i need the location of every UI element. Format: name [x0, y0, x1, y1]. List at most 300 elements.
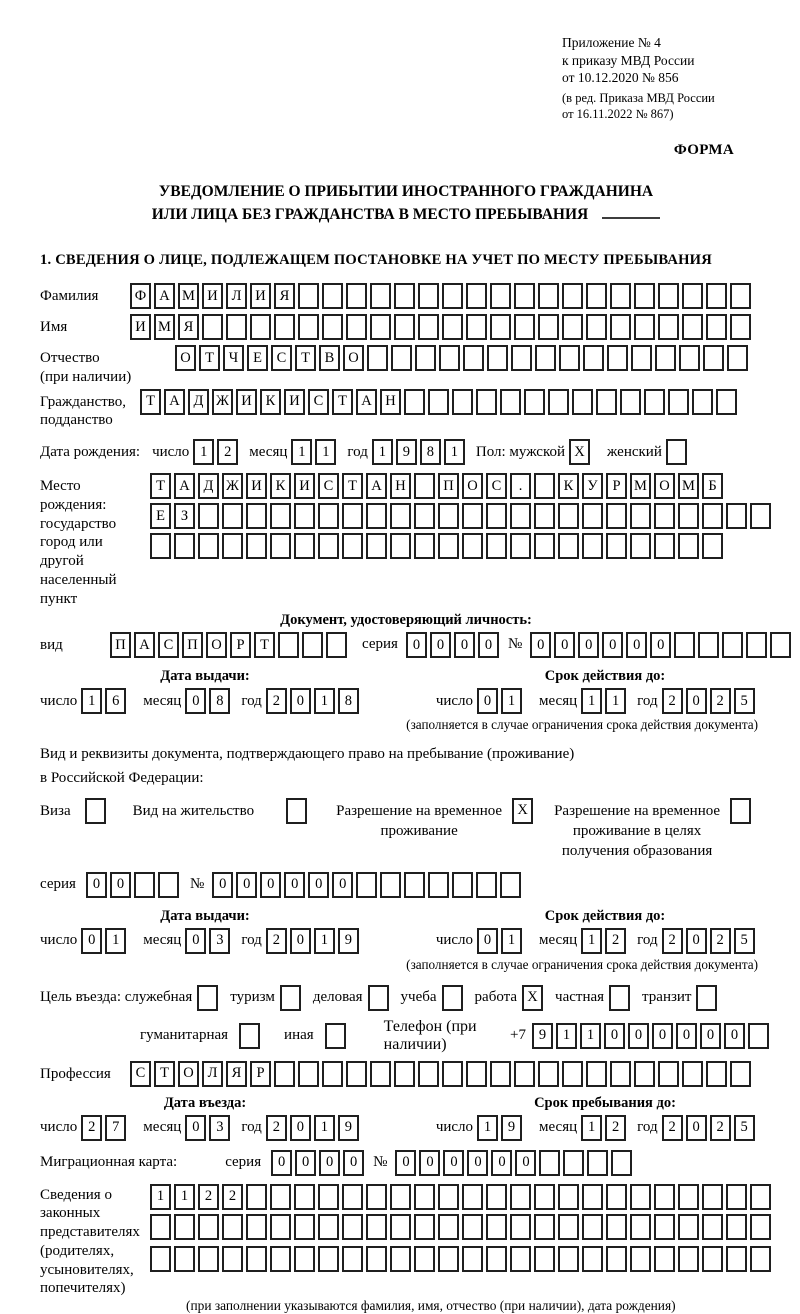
char-box[interactable]: И	[250, 283, 271, 309]
char-box[interactable]	[438, 1214, 459, 1240]
char-box[interactable]	[730, 798, 751, 824]
char-box[interactable]: 0	[343, 1150, 364, 1176]
char-box[interactable]	[534, 1184, 555, 1210]
char-box[interactable]: Я	[178, 314, 199, 340]
char-box[interactable]: 2	[605, 928, 626, 954]
char-box[interactable]	[298, 283, 319, 309]
char-box[interactable]	[486, 533, 507, 559]
char-box[interactable]: 1	[291, 439, 312, 465]
char-box[interactable]: .	[510, 473, 531, 499]
char-box[interactable]	[174, 1246, 195, 1272]
char-box[interactable]	[534, 533, 555, 559]
char-box[interactable]	[274, 314, 295, 340]
char-box[interactable]: 2	[710, 928, 731, 954]
char-box[interactable]	[644, 389, 665, 415]
char-box[interactable]: О	[343, 345, 364, 371]
char-box[interactable]	[390, 533, 411, 559]
char-box[interactable]	[654, 1184, 675, 1210]
char-box[interactable]	[150, 533, 171, 559]
char-box[interactable]	[558, 1214, 579, 1240]
char-box[interactable]	[414, 1246, 435, 1272]
char-box[interactable]: С	[318, 473, 339, 499]
char-box[interactable]: О	[462, 473, 483, 499]
char-box[interactable]	[222, 503, 243, 529]
char-box[interactable]: 1	[605, 688, 626, 714]
char-box[interactable]	[750, 503, 771, 529]
char-box[interactable]: А	[174, 473, 195, 499]
char-box[interactable]	[414, 1184, 435, 1210]
char-box[interactable]: И	[246, 473, 267, 499]
char-box[interactable]: М	[630, 473, 651, 499]
char-box[interactable]: И	[202, 283, 223, 309]
char-box[interactable]	[158, 872, 179, 898]
char-box[interactable]	[534, 473, 555, 499]
char-box[interactable]: Р	[606, 473, 627, 499]
char-box[interactable]: О	[178, 1061, 199, 1087]
char-box[interactable]: Б	[702, 473, 723, 499]
char-box[interactable]: Ф	[130, 283, 151, 309]
char-box[interactable]: А	[356, 389, 377, 415]
char-box[interactable]: 1	[444, 439, 465, 465]
char-box[interactable]: 0	[290, 928, 311, 954]
char-box[interactable]	[562, 314, 583, 340]
char-box[interactable]: О	[175, 345, 196, 371]
char-box[interactable]: И	[294, 473, 315, 499]
char-box[interactable]	[726, 1214, 747, 1240]
char-box[interactable]: 1	[314, 928, 335, 954]
char-box[interactable]	[246, 1214, 267, 1240]
char-box[interactable]	[346, 283, 367, 309]
char-box[interactable]	[394, 283, 415, 309]
char-box[interactable]	[534, 1214, 555, 1240]
char-box[interactable]	[278, 632, 299, 658]
char-box[interactable]: 2	[217, 439, 238, 465]
char-box[interactable]	[558, 1246, 579, 1272]
char-box[interactable]: Ж	[212, 389, 233, 415]
char-box[interactable]	[390, 503, 411, 529]
char-box[interactable]: 8	[209, 688, 230, 714]
char-box[interactable]	[682, 314, 703, 340]
char-box[interactable]: 9	[338, 1115, 359, 1141]
char-box[interactable]: X	[512, 798, 533, 824]
char-box[interactable]	[404, 872, 425, 898]
char-box[interactable]	[302, 632, 323, 658]
char-box[interactable]	[770, 632, 791, 658]
char-box[interactable]	[150, 1246, 171, 1272]
char-box[interactable]	[510, 1246, 531, 1272]
char-box[interactable]	[510, 1214, 531, 1240]
char-box[interactable]	[716, 389, 737, 415]
char-box[interactable]	[746, 632, 767, 658]
char-box[interactable]	[414, 473, 435, 499]
char-box[interactable]	[610, 314, 631, 340]
char-box[interactable]	[404, 389, 425, 415]
char-box[interactable]: 1	[501, 928, 522, 954]
char-box[interactable]: 0	[332, 872, 353, 898]
char-box[interactable]	[750, 1184, 771, 1210]
char-box[interactable]	[274, 1061, 295, 1087]
char-box[interactable]	[558, 533, 579, 559]
char-box[interactable]	[730, 1061, 751, 1087]
char-box[interactable]	[702, 1184, 723, 1210]
char-box[interactable]	[367, 345, 388, 371]
char-box[interactable]: Р	[230, 632, 251, 658]
char-box[interactable]	[318, 1184, 339, 1210]
char-box[interactable]	[696, 985, 717, 1011]
char-box[interactable]	[514, 283, 535, 309]
char-box[interactable]	[246, 533, 267, 559]
char-box[interactable]: 0	[491, 1150, 512, 1176]
char-box[interactable]	[606, 1214, 627, 1240]
char-box[interactable]: И	[236, 389, 257, 415]
char-box[interactable]	[610, 283, 631, 309]
char-box[interactable]: Ч	[223, 345, 244, 371]
char-box[interactable]: 0	[443, 1150, 464, 1176]
char-box[interactable]: 1	[477, 1115, 498, 1141]
char-box[interactable]	[514, 1061, 535, 1087]
char-box[interactable]	[294, 1214, 315, 1240]
char-box[interactable]	[486, 1214, 507, 1240]
char-box[interactable]	[366, 533, 387, 559]
char-box[interactable]	[202, 314, 223, 340]
char-box[interactable]: Е	[247, 345, 268, 371]
char-box[interactable]: 2	[662, 928, 683, 954]
char-box[interactable]	[486, 1184, 507, 1210]
char-box[interactable]: 2	[266, 928, 287, 954]
char-box[interactable]: 1	[174, 1184, 195, 1210]
char-box[interactable]: 0	[686, 688, 707, 714]
char-box[interactable]: 2	[662, 688, 683, 714]
char-box[interactable]	[706, 283, 727, 309]
char-box[interactable]	[510, 503, 531, 529]
char-box[interactable]	[428, 872, 449, 898]
char-box[interactable]	[606, 503, 627, 529]
char-box[interactable]: И	[284, 389, 305, 415]
char-box[interactable]	[322, 1061, 343, 1087]
char-box[interactable]	[630, 1246, 651, 1272]
char-box[interactable]: Ж	[222, 473, 243, 499]
char-box[interactable]	[730, 314, 751, 340]
char-box[interactable]: 7	[105, 1115, 126, 1141]
char-box[interactable]: 9	[396, 439, 417, 465]
char-box[interactable]	[428, 389, 449, 415]
char-box[interactable]	[500, 872, 521, 898]
char-box[interactable]: 2	[710, 1115, 731, 1141]
char-box[interactable]	[634, 314, 655, 340]
char-box[interactable]: 0	[395, 1150, 416, 1176]
char-box[interactable]	[198, 533, 219, 559]
char-box[interactable]: П	[110, 632, 131, 658]
char-box[interactable]	[414, 503, 435, 529]
char-box[interactable]	[198, 503, 219, 529]
char-box[interactable]: У	[582, 473, 603, 499]
char-box[interactable]	[548, 389, 569, 415]
char-box[interactable]	[356, 872, 377, 898]
char-box[interactable]: 2	[266, 1115, 287, 1141]
char-box[interactable]	[586, 1061, 607, 1087]
char-box[interactable]: К	[558, 473, 579, 499]
char-box[interactable]: К	[270, 473, 291, 499]
char-box[interactable]: П	[438, 473, 459, 499]
char-box[interactable]	[394, 314, 415, 340]
char-box[interactable]: 2	[222, 1184, 243, 1210]
char-box[interactable]: З	[174, 503, 195, 529]
char-box[interactable]: Т	[342, 473, 363, 499]
char-box[interactable]: В	[319, 345, 340, 371]
char-box[interactable]	[226, 314, 247, 340]
char-box[interactable]: 0	[652, 1023, 673, 1049]
char-box[interactable]	[511, 345, 532, 371]
char-box[interactable]: 0	[212, 872, 233, 898]
char-box[interactable]	[366, 503, 387, 529]
char-box[interactable]	[702, 503, 723, 529]
char-box[interactable]: 2	[605, 1115, 626, 1141]
char-box[interactable]	[606, 533, 627, 559]
char-box[interactable]	[270, 533, 291, 559]
char-box[interactable]: А	[366, 473, 387, 499]
char-box[interactable]: 0	[724, 1023, 745, 1049]
char-box[interactable]	[418, 283, 439, 309]
char-box[interactable]: 0	[454, 632, 475, 658]
char-box[interactable]: Е	[150, 503, 171, 529]
char-box[interactable]	[534, 1246, 555, 1272]
char-box[interactable]	[442, 1061, 463, 1087]
char-box[interactable]	[366, 1246, 387, 1272]
char-box[interactable]	[750, 1246, 771, 1272]
char-box[interactable]: Л	[202, 1061, 223, 1087]
char-box[interactable]	[415, 345, 436, 371]
char-box[interactable]: Р	[250, 1061, 271, 1087]
char-box[interactable]	[174, 533, 195, 559]
char-box[interactable]	[678, 1246, 699, 1272]
char-box[interactable]: 0	[295, 1150, 316, 1176]
char-box[interactable]	[490, 1061, 511, 1087]
char-box[interactable]	[452, 872, 473, 898]
char-box[interactable]: 0	[319, 1150, 340, 1176]
char-box[interactable]	[298, 1061, 319, 1087]
char-box[interactable]: Т	[154, 1061, 175, 1087]
char-box[interactable]	[596, 389, 617, 415]
char-box[interactable]	[510, 1184, 531, 1210]
char-box[interactable]	[318, 533, 339, 559]
char-box[interactable]: 1	[501, 688, 522, 714]
char-box[interactable]	[342, 503, 363, 529]
char-box[interactable]	[198, 1246, 219, 1272]
char-box[interactable]: 1	[556, 1023, 577, 1049]
char-box[interactable]	[294, 503, 315, 529]
char-box[interactable]	[438, 1184, 459, 1210]
char-box[interactable]: 0	[628, 1023, 649, 1049]
char-box[interactable]: 1	[580, 1023, 601, 1049]
char-box[interactable]: 0	[700, 1023, 721, 1049]
char-box[interactable]: П	[182, 632, 203, 658]
char-box[interactable]	[414, 533, 435, 559]
char-box[interactable]: Т	[199, 345, 220, 371]
char-box[interactable]	[630, 533, 651, 559]
char-box[interactable]	[606, 1184, 627, 1210]
char-box[interactable]: А	[164, 389, 185, 415]
char-box[interactable]: 0	[530, 632, 551, 658]
char-box[interactable]: 0	[290, 1115, 311, 1141]
char-box[interactable]: 0	[515, 1150, 536, 1176]
char-box[interactable]	[366, 1184, 387, 1210]
char-box[interactable]	[726, 1246, 747, 1272]
char-box[interactable]	[654, 1246, 675, 1272]
char-box[interactable]	[500, 389, 521, 415]
char-box[interactable]	[366, 1214, 387, 1240]
char-box[interactable]	[466, 314, 487, 340]
char-box[interactable]	[726, 1184, 747, 1210]
char-box[interactable]	[318, 503, 339, 529]
char-box[interactable]	[322, 314, 343, 340]
char-box[interactable]: 5	[734, 1115, 755, 1141]
char-box[interactable]	[538, 1061, 559, 1087]
char-box[interactable]	[510, 533, 531, 559]
char-box[interactable]	[462, 1214, 483, 1240]
char-box[interactable]	[197, 985, 218, 1011]
char-box[interactable]	[368, 985, 389, 1011]
char-box[interactable]	[586, 314, 607, 340]
char-box[interactable]	[582, 503, 603, 529]
char-box[interactable]	[535, 345, 556, 371]
char-box[interactable]	[418, 1061, 439, 1087]
char-box[interactable]	[198, 1214, 219, 1240]
char-box[interactable]	[391, 345, 412, 371]
char-box[interactable]: 0	[236, 872, 257, 898]
char-box[interactable]	[418, 314, 439, 340]
char-box[interactable]	[394, 1061, 415, 1087]
char-box[interactable]: С	[158, 632, 179, 658]
char-box[interactable]	[668, 389, 689, 415]
char-box[interactable]: 0	[185, 1115, 206, 1141]
char-box[interactable]	[582, 1184, 603, 1210]
char-box[interactable]	[476, 389, 497, 415]
char-box[interactable]: Я	[226, 1061, 247, 1087]
char-box[interactable]	[280, 985, 301, 1011]
char-box[interactable]: 1	[105, 928, 126, 954]
char-box[interactable]: 5	[734, 688, 755, 714]
char-box[interactable]	[487, 345, 508, 371]
char-box[interactable]: 0	[81, 928, 102, 954]
char-box[interactable]: 1	[581, 1115, 602, 1141]
char-box[interactable]: 2	[662, 1115, 683, 1141]
char-box[interactable]	[682, 283, 703, 309]
char-box[interactable]: 6	[105, 688, 126, 714]
char-box[interactable]	[658, 314, 679, 340]
char-box[interactable]	[722, 632, 743, 658]
char-box[interactable]	[85, 798, 106, 824]
char-box[interactable]: Я	[274, 283, 295, 309]
char-box[interactable]	[322, 283, 343, 309]
char-box[interactable]: 0	[602, 632, 623, 658]
char-box[interactable]	[325, 1023, 346, 1049]
char-box[interactable]	[610, 1061, 631, 1087]
char-box[interactable]: 0	[467, 1150, 488, 1176]
char-box[interactable]	[174, 1214, 195, 1240]
char-box[interactable]	[490, 314, 511, 340]
char-box[interactable]: С	[308, 389, 329, 415]
char-box[interactable]	[326, 632, 347, 658]
char-box[interactable]	[524, 389, 545, 415]
char-box[interactable]	[442, 314, 463, 340]
char-box[interactable]	[462, 1184, 483, 1210]
char-box[interactable]: 0	[419, 1150, 440, 1176]
char-box[interactable]: 0	[284, 872, 305, 898]
char-box[interactable]	[462, 1246, 483, 1272]
char-box[interactable]	[606, 1246, 627, 1272]
char-box[interactable]: О	[654, 473, 675, 499]
char-box[interactable]	[727, 345, 748, 371]
char-box[interactable]	[270, 1246, 291, 1272]
char-box[interactable]	[452, 389, 473, 415]
char-box[interactable]	[630, 1184, 651, 1210]
char-box[interactable]: 1	[150, 1184, 171, 1210]
char-box[interactable]: 0	[86, 872, 107, 898]
char-box[interactable]	[658, 283, 679, 309]
char-box[interactable]	[462, 503, 483, 529]
char-box[interactable]	[582, 1214, 603, 1240]
char-box[interactable]	[678, 503, 699, 529]
char-box[interactable]: 5	[734, 928, 755, 954]
char-box[interactable]	[286, 798, 307, 824]
char-box[interactable]	[558, 1184, 579, 1210]
char-box[interactable]	[250, 314, 271, 340]
char-box[interactable]: 0	[478, 632, 499, 658]
char-box[interactable]: 8	[338, 688, 359, 714]
char-box[interactable]	[438, 503, 459, 529]
char-box[interactable]: 1	[372, 439, 393, 465]
char-box[interactable]	[703, 345, 724, 371]
char-box[interactable]: 0	[676, 1023, 697, 1049]
char-box[interactable]	[726, 503, 747, 529]
char-box[interactable]	[222, 1246, 243, 1272]
char-box[interactable]	[463, 345, 484, 371]
char-box[interactable]	[750, 1214, 771, 1240]
char-box[interactable]	[134, 872, 155, 898]
char-box[interactable]: 0	[430, 632, 451, 658]
char-box[interactable]: Н	[390, 473, 411, 499]
char-box[interactable]	[582, 533, 603, 559]
char-box[interactable]	[222, 1214, 243, 1240]
char-box[interactable]	[414, 1214, 435, 1240]
char-box[interactable]: С	[130, 1061, 151, 1087]
char-box[interactable]	[666, 439, 687, 465]
char-box[interactable]: 1	[581, 688, 602, 714]
char-box[interactable]	[654, 503, 675, 529]
char-box[interactable]	[346, 314, 367, 340]
char-box[interactable]	[370, 1061, 391, 1087]
char-box[interactable]	[559, 345, 580, 371]
char-box[interactable]	[682, 1061, 703, 1087]
char-box[interactable]	[658, 1061, 679, 1087]
char-box[interactable]	[702, 533, 723, 559]
char-box[interactable]: 9	[338, 928, 359, 954]
char-box[interactable]	[702, 1246, 723, 1272]
char-box[interactable]	[270, 1184, 291, 1210]
char-box[interactable]	[582, 1246, 603, 1272]
char-box[interactable]	[442, 985, 463, 1011]
char-box[interactable]	[583, 345, 604, 371]
char-box[interactable]: 1	[314, 1115, 335, 1141]
char-box[interactable]	[438, 533, 459, 559]
char-box[interactable]	[390, 1214, 411, 1240]
char-box[interactable]	[562, 1061, 583, 1087]
char-box[interactable]	[698, 632, 719, 658]
char-box[interactable]	[390, 1246, 411, 1272]
char-box[interactable]: Д	[188, 389, 209, 415]
char-box[interactable]	[462, 533, 483, 559]
char-box[interactable]	[748, 1023, 769, 1049]
